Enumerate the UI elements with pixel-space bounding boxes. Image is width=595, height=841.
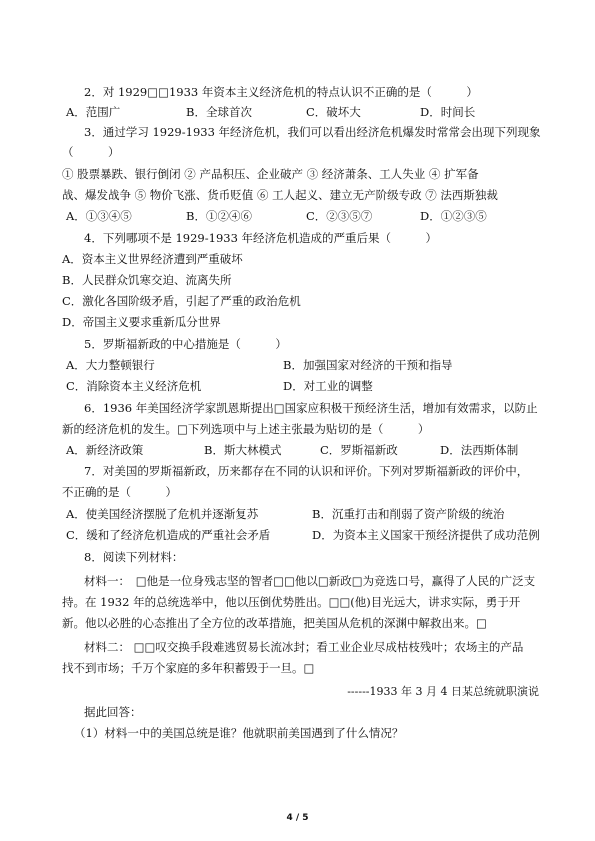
q3-stem-line1: 3．通过学习 1929-1933 年经济危机，我们可以看出经济危机爆发时常常会出现下列现象 [84,125,541,139]
q7-option-c: C．缓和了经济危机造成的严重社会矛盾 [66,528,271,542]
q3-option-b: B．①②④⑥ [186,209,252,223]
q5-option-b: B．加强国家对经济的干预和指导 [283,358,453,372]
q4-stem: 4．下列哪项不是 1929-1933 年经济危机造成的严重后果（ ） [84,231,438,245]
q8-source: ------1933 年 3 月 4 日某总统就职演说 [347,685,539,698]
q8-material1-line2: 持。在 1932 年的总统选举中，他以压倒优势胜出。□□(他)目光远大，讲求实际，勇于开 [62,595,521,609]
q3-option-a: A．①③④⑤ [66,209,132,223]
q6-option-b: B．斯大林模式 [204,443,282,457]
q4-option-d: D．帝国主义要求重新瓜分世界 [62,315,221,329]
q6-option-c: C．罗斯福新政 [320,443,398,457]
q7-option-a: A．使美国经济摆脱了危机并逐渐复苏 [66,507,259,521]
q4-option-c: C．激化各国阶级矛盾，引起了严重的政治危机 [62,294,301,308]
q3-items-line2: 战、爆发战争 ⑤ 物价飞涨、货币贬值 ⑥ 工人起义、建立无产阶级专政 ⑦ 法西斯独裁 [62,188,498,202]
q3-items-line1: ① 股票暴跌、银行倒闭 ② 产品积压、企业破产 ③ 经济萧条、工人失业 ④ 扩军备 [62,167,479,181]
q6-stem-line1: 6．1936 年美国经济学家凯恩斯提出□国家应积极干预经济生活，增加有效需求，以防止 [84,401,538,415]
q2-option-d: D．时间长 [420,105,476,119]
q5-stem: 5．罗斯福新政的中心措施是（ ） [84,337,287,351]
q7-stem-line2: 不正确的是（ ） [62,485,177,499]
q2-stem: 2．对 1929□□1933 年资本主义经济危机的特点认识不正确的是（ ） [84,85,478,99]
q3-option-c: C．②③⑤⑦ [306,209,373,223]
q5-option-a: A．大力整顿银行 [66,358,155,372]
q6-stem-line2: 新的经济危机的发生。□下列选项中与上述主张最为贴切的是（ ） [62,422,430,436]
q8-material1-line1: 材料一： □他是一位身残志坚的智者□□他以□新政□为竞选口号，赢得了人民的广泛支 [84,574,536,588]
q2-option-c: C．破坏大 [306,105,361,119]
q4-option-b: B．人民群众饥寒交迫、流离失所 [62,273,232,287]
q2-option-b: B．全球首次 [186,105,252,119]
q8-stem: 8．阅读下列材料： [84,550,184,564]
q8-answer-intro: 据此回答： [84,705,142,719]
q2-option-a: A．范围广 [66,105,121,119]
q5-option-d: D．对工业的调整 [283,379,373,393]
page-number: 4 / 5 [286,813,309,823]
q7-option-b: B．沉重打击和削弱了资产阶级的统治 [312,507,505,521]
q8-material2-line1: 材料二： □□叹交换手段难逃贸易长流冰封；看工业企业尽成枯枝残叶；农场主的产品 [84,640,524,654]
q8-material2-line2: 找不到市场；千万个家庭的多年积蓄毁于一旦。□ [62,661,315,675]
q6-option-a: A．新经济政策 [66,443,144,457]
q7-option-d: D．为资本主义国家干预经济提供了成功范例 [312,528,540,542]
q8-subquestion-1: （1）材料一中的美国总统是谁？他就职前美国遇到了什么情况？ [74,726,404,740]
q4-option-a: A．资本主义世界经济遭到严重破坏 [62,252,243,266]
q3-stem-line2: （ ） [62,145,120,159]
q3-option-d: D．①②③⑤ [420,209,487,223]
q5-option-c: C．消除资本主义经济危机 [66,379,202,393]
q7-stem-line1: 7．对美国的罗斯福新政，历来都存在不同的认识和评价。下列对罗斯福新政的评价中， [84,464,529,478]
q8-material1-line3: 新。他以必胜的心态推出了全方位的改革措施，把美国从危机的深渊中解救出来。□ [62,616,487,630]
q6-option-d: D．法西斯体制 [440,443,519,457]
